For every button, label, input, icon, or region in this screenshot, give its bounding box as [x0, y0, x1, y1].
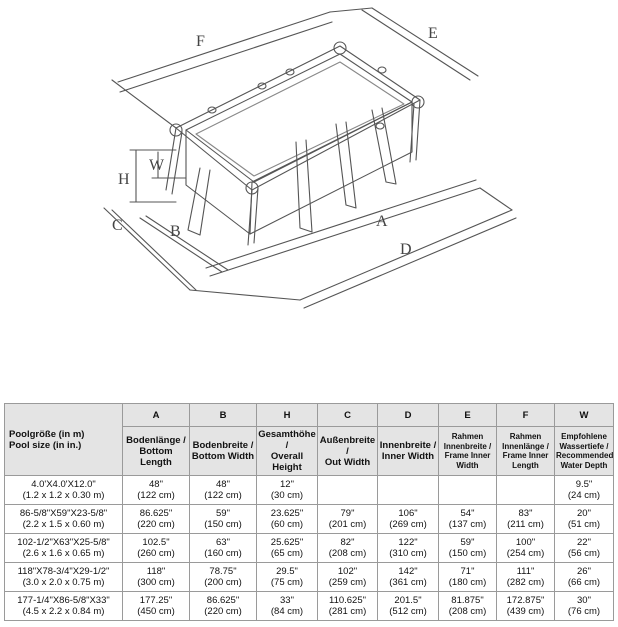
dimension-cell: 81.875" (208 cm) [439, 592, 497, 621]
dimension-cell: 25.625" (65 cm) [257, 534, 318, 563]
dimension-cell: 29.5" (75 cm) [257, 563, 318, 592]
table-row [5, 534, 614, 563]
table-row [5, 505, 614, 534]
dimension-cell: 118" (300 cm) [123, 563, 190, 592]
label-d: D [400, 241, 412, 258]
letter-f: F [497, 404, 555, 427]
dim-line-b [140, 218, 222, 272]
letter-h: H [257, 404, 318, 427]
dimension-cell: 86.625" (220 cm) [123, 505, 190, 534]
label-b: B [170, 223, 181, 240]
dimension-cell: 54" (137 cm) [439, 505, 497, 534]
dimension-cell: 172.875" (439 cm) [497, 592, 555, 621]
dimension-cell: 102.5" (260 cm) [123, 534, 190, 563]
dimension-cell: 59" (150 cm) [190, 505, 257, 534]
column-letter-row [5, 404, 614, 427]
letter-e: E [439, 404, 497, 427]
header-bottom-length: Bodenlänge / Bottom Length [123, 427, 190, 476]
dimension-cell: 71" (180 cm) [439, 563, 497, 592]
pool-size-cell: 4.0'X4.0'X12.0" (1.2 x 1.2 x 0.30 m) [5, 476, 123, 505]
pool-size-cell: 86-5/8"X59"X23-5/8" (2.2 x 1.5 x 0.60 m) [5, 505, 123, 534]
dimension-cell: 177.25" (450 cm) [123, 592, 190, 621]
dimension-cell: 20" (51 cm) [555, 505, 614, 534]
dimension-cell: 111" (282 cm) [497, 563, 555, 592]
dimension-cell [378, 476, 439, 505]
label-w: W [149, 157, 165, 174]
header-frame-inner-width: Rahmen Innenbreite / Frame Inner Width [439, 427, 497, 476]
dimension-cell: 86.625" (220 cm) [190, 592, 257, 621]
dim-line-f [118, 12, 330, 82]
pool-size-cell: 102-1/2"X63"X25-5/8" (2.6 x 1.6 x 0.65 m) [5, 534, 123, 563]
dimension-cell: 63" (160 cm) [190, 534, 257, 563]
dimension-cell: 142" (361 cm) [378, 563, 439, 592]
label-a: A [376, 213, 388, 230]
pool-size-table [4, 403, 614, 621]
dimension-cell [318, 476, 378, 505]
dimension-cell: 48" (122 cm) [190, 476, 257, 505]
dim-line-a [206, 180, 476, 268]
pool-size-cell: 118"X78-3/4"X29-1/2" (3.0 x 2.0 x 0.75 m) [5, 563, 123, 592]
pool-size-cell: 177-1/4"X86-5/8"X33" (4.5 x 2.2 x 0.84 m) [5, 592, 123, 621]
label-c: C [112, 217, 123, 234]
letter-w: W [555, 404, 614, 427]
dimension-cell: 26" (66 cm) [555, 563, 614, 592]
dimension-cell: 82" (208 cm) [318, 534, 378, 563]
dimension-cell: 79" (201 cm) [318, 505, 378, 534]
pool-size-header: Poolgröße (in m) Pool size (in in.) [5, 404, 123, 476]
table-row [5, 592, 614, 621]
dimension-cell: 23.625" (60 cm) [257, 505, 318, 534]
dimension-cell: 100" (254 cm) [497, 534, 555, 563]
letter-a: A [123, 404, 190, 427]
letter-b: B [190, 404, 257, 427]
dimension-cell: 33" (84 cm) [257, 592, 318, 621]
dimension-cell: 30" (76 cm) [555, 592, 614, 621]
dimension-cell: 102" (259 cm) [318, 563, 378, 592]
leg-left [166, 128, 182, 194]
header-out-width: Außenbreite / Out Width [318, 427, 378, 476]
header-inner-width: Innenbreite / Inner Width [378, 427, 439, 476]
table-row [5, 476, 614, 505]
dimension-cell: 9.5" (24 cm) [555, 476, 614, 505]
table-body [5, 476, 614, 621]
label-e: E [428, 25, 438, 42]
dimension-cell [497, 476, 555, 505]
dimension-cell [439, 476, 497, 505]
dimension-cell: 78.75" (200 cm) [190, 563, 257, 592]
dimension-cell: 106" (269 cm) [378, 505, 439, 534]
leg-front [248, 188, 258, 245]
header-frame-inner-length: Rahmen Innenlänge / Frame Inner Length [497, 427, 555, 476]
dimension-cell: 83" (211 cm) [497, 505, 555, 534]
dimension-cell: 122" (310 cm) [378, 534, 439, 563]
label-f: F [196, 33, 205, 50]
dimension-cell: 59" (150 cm) [439, 534, 497, 563]
header-overall-height: Gesamthöhe / Overall Height [257, 427, 318, 476]
dimension-cell: 12" (30 cm) [257, 476, 318, 505]
label-h: H [118, 171, 130, 188]
letter-d: D [378, 404, 439, 427]
table-row [5, 563, 614, 592]
support-4 [372, 108, 396, 184]
letter-c: C [318, 404, 378, 427]
dimension-cell: 48" (122 cm) [123, 476, 190, 505]
dimension-cell: 110.625" (281 cm) [318, 592, 378, 621]
header-water-depth: Empfohlene Wassertiefe / Recommended Water Depth [555, 427, 614, 476]
dimension-cell: 22" (56 cm) [555, 534, 614, 563]
header-bottom-width: Bodenbreite / Bottom Width [190, 427, 257, 476]
dimension-cell: 201.5" (512 cm) [378, 592, 439, 621]
